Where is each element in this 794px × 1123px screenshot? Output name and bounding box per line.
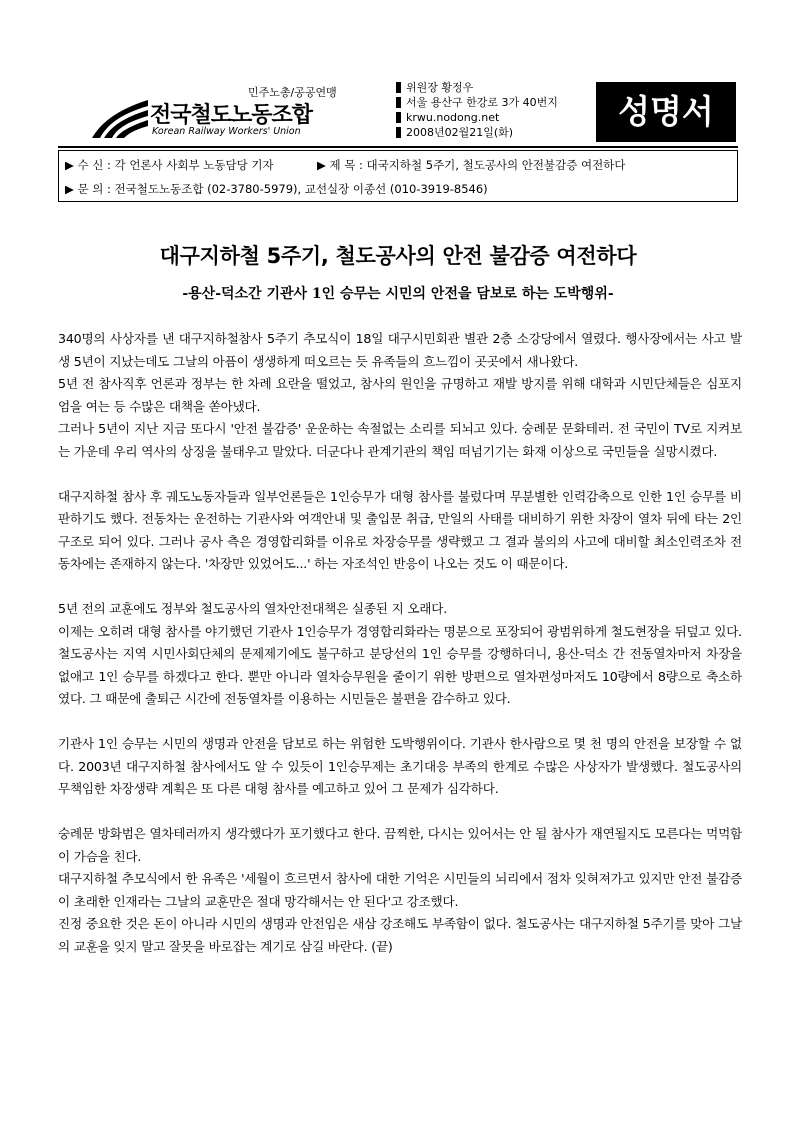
body-paragraph: 대구지하철 추모식에서 한 유족은 '세월이 흐르면서 참사에 대한 기억은 시민들의 뇌리에서 점차 잊혀져가고 있지만 안전 불감증이 초래한 인재라는 그날의 교훈만은 절대 망각해서는 안 된다'고 강조했다. [58,871,742,909]
document-subtitle: -용산-덕소간 기관사 1인 승무는 시민의 안전을 담보로 하는 도박행위- [182,286,614,302]
info-address: 서울 용산구 한강로 3가 40번지 [396,95,596,110]
body-paragraph: 5년 전 참사직후 언론과 정부는 한 차례 요란을 떨었고, 참사의 원인을 규명하고 재발 방지를 위해 대학과 시민단체들은 심포지엄을 여는 등 수많은 대책을 쏟아냈다. [58,376,742,414]
document-body [58,328,742,958]
header-divider [58,146,738,148]
document-type-badge: 성명서 [596,82,736,142]
railway-swoosh-logo-icon [90,94,150,142]
body-paragraph: 340명의 사상자를 낸 대구지하철참사 5주기 추모식이 18일 대구시민회관 별관 2층 소강당에서 열렸다. 행사장에서는 사고 발생 5년이 지났는데도 그날의 아픔이 생생하게 떠오르는 듯 유족들의 흐느낌이 곳곳에서 새나왔다. [58,331,742,369]
meta-contact: ▶ 문 의 : 전국철도노동조합 (02-3780-5979), 교선실장 이종선 (010-3919-8546) [65,182,488,196]
body-paragraph: 진정 중요한 것은 돈이 아니라 시민의 생명과 안전임은 새삼 강조해도 부족함이 없다. 철도공사는 대구지하철 5주기를 맞아 그날의 교훈을 잊지 말고 잘못을 바로잡는 계기로 삼길 바란다. (끝) [58,916,742,954]
body-paragraph: 그러나 5년이 지난 지금 또다시 '안전 불감증' 운운하는 속절없는 소리를 되뇌고 있다. 숭례문 문화테러. 전 국민이 TV로 지켜보는 가운데 우리 역사의 상징을 불태우고 말았다. 더군다나 관계기관의 책임 떠넘기기는 화재 이상으로 국민들을 실망시켰다. [58,421,742,459]
meta-box [58,150,738,202]
info-website: krwu.nodong.net [396,110,596,125]
body-paragraph: 기관사 1인 승무는 시민의 생명과 안전을 담보로 하는 위험한 도박행위이다. 기관사 한사람으로 몇 천 명의 안전을 보장할 수 없다. 2003년 대구지하철 참사에서도 알 수 있듯이 1인승무제는 초기대응 부족의 한계로 수많은 사상자가 발생했다. 철도공사의 무책임한 차장생략 계획은 또 다른 대형 참사를 예고하고 있어 그 문제가 심각하다. [58,736,742,796]
union-name-english: Korean Railway Workers' Union [152,126,301,137]
body-paragraph: 5년 전의 교훈에도 정부와 철도공사의 열차안전대책은 실종된 지 오래다. [58,601,448,616]
body-paragraph: 이제는 오히려 대형 참사를 야기했던 기관사 1인승무가 경영합리화라는 명분으로 포장되어 광범위하게 철도현장을 뒤덮고 있다. 철도공사는 지역 시민사회단체의 문제제기에도 불구하고 분당선의 1인 승무를 강행하더니, 용산-덕소 간 전동열차마저 차장을 없애고 1인 승무를 하겠다고 한다. 뿐만 아니라 열차승무원을 줄이기 위한 방편으로 열차편성마저도 10량에서 8량으로 축소하였다. 그 때문에 출퇴근 시간에 전동열차를 이용하는 시민들은 불편을 감수하고 있다. [58,623,742,706]
info-date: 2008년02월21일(화) [396,125,596,140]
issuer-info [396,80,596,140]
body-paragraph: 숭례문 방화범은 열차테러까지 생각했다가 포기했다고 한다. 끔찍한, 다시는 있어서는 안 될 참사가 재연될지도 모른다는 먹먹함이 가슴을 친다. [58,826,742,864]
union-affiliation: 민주노총/공공연맹 [248,86,337,99]
meta-subject: ▶ 제 목 : 대국지하철 5주기, 철도공사의 안전불감증 여전하다 [317,158,626,172]
document-title: 대구지하철 5주기, 철도공사의 안전 불감증 여전하다 [159,244,637,268]
union-name-korean: 전국철도노동조합 [150,103,313,128]
info-chairman: 위원장 황정우 [396,80,596,95]
meta-recipient: ▶ 수 신 : 각 언론사 사회부 노동담당 기자 [65,158,274,172]
body-paragraph: 대구지하철 참사 후 궤도노동자들과 일부언론들은 1인승무가 대형 참사를 불렀다며 무분별한 인력감축으로 인한 1인 승무를 비판하기도 했다. 전동차는 운전하는 기관사와 여객안내 및 출입문 취급, 만일의 사태를 대비하기 위한 차장이 열차 뒤에 타는 2인 구조로 되어 있다. 그러나 공사 측은 경영합리화를 이유로 차장승무를 생략했고 그 결과 불의의 사고에 대비할 최소인력조차 전동차에는 존재하지 않는다. '차장만 있었어도...' 하는 자조석인 반응이 나오는 것도 이 때문이다. [58,488,742,571]
